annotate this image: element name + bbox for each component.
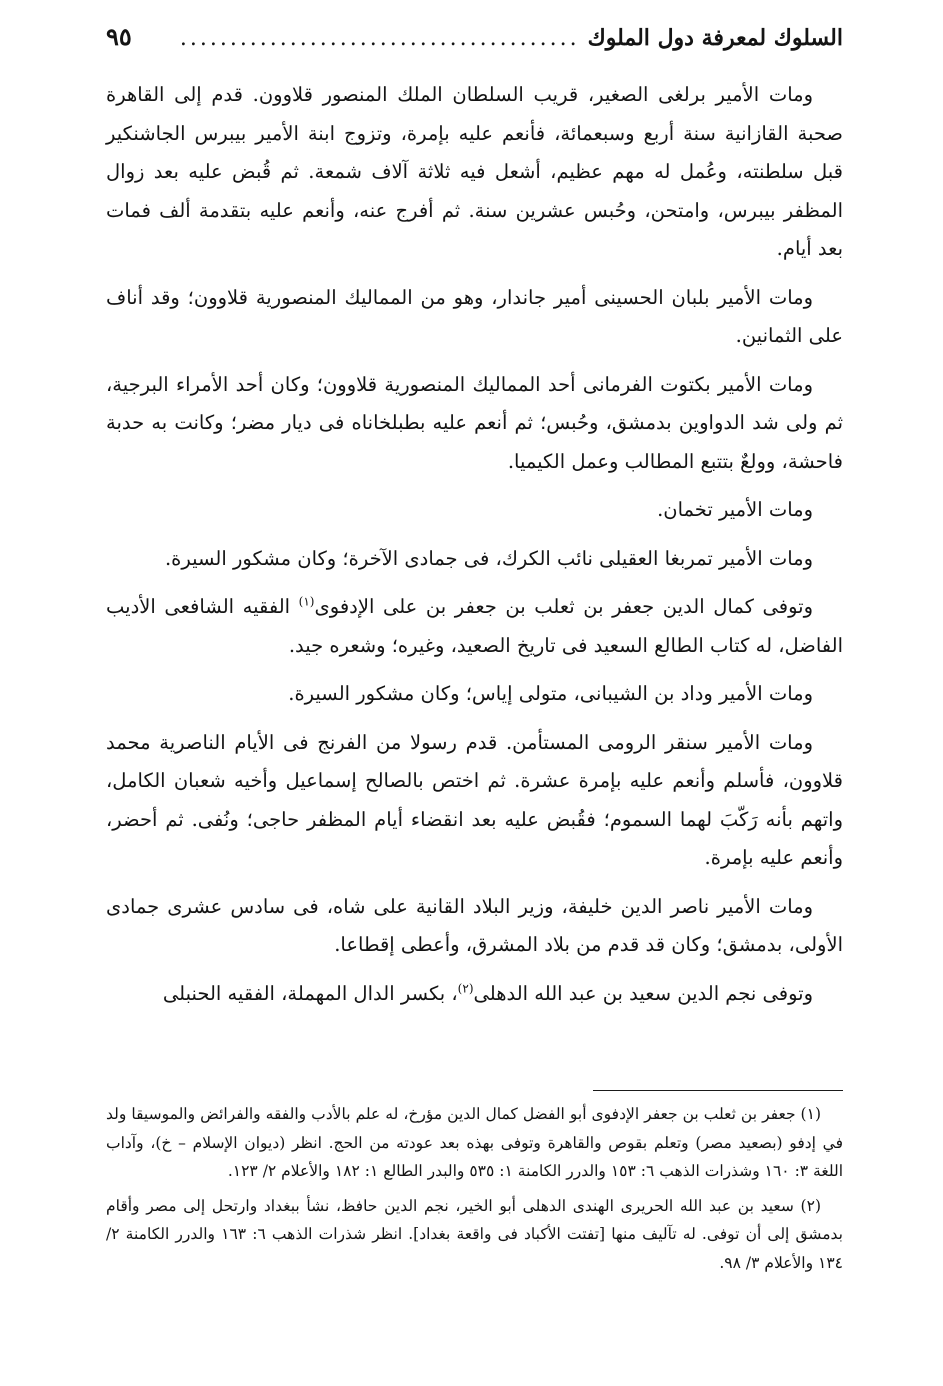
footnotes: [106, 1100, 843, 1283]
main-text: [106, 76, 843, 1013]
book-page: [106, 22, 843, 1346]
paragraph-sunqur: ومات الأمير سنقر الرومى المستأمن. قدم رسولا من الفرنج فى الأيام الناصرية محمد قلاوون، فأسلم وأنعم عليه بإمرة عشرة. ثم اختص بالصالح إسماعيل وأخيه شعبان الكامل، واتهم بأنه رَكّبَ لهما السموم؛ فقُبض عليه بعد انقضاء أيام المظفر حاجى؛ ونُفى. ثم أحضر، وأنعم عليه بإمرة.: [106, 730, 843, 869]
paragraph-jafar: وتوفى كمال الدين جعفر بن ثعلب بن جعفر بن على الإدفوى$^{(١)}$ الفقيه الشافعى الأديب الفاضل، له كتاب الطالع السعيد فى تاريخ الصعيد، وغيره؛ وشعره جيد.: [106, 594, 843, 657]
page-number: ٩٥: [106, 22, 132, 51]
paragraph-barlughi: ومات الأمير برلغى الصغير، قريب السلطان الملك المنصور قلاوون. قدم إلى القاهرة صحبة القازانية سنة أربع وسبعمائة، فأنعم عليه بإمرة، وتزوج ابنة الأمير بيبرس الجاشنكير قبل سلطنته، وعُمل له مهم عظيم، أشعل فيه ثلاثة آلاف شمعة. ثم قُبض عليه بعد زوال المظفر بيبرس، وامتحن، وحُبس عشرين سنة. ثم أفرج عنه، وأنعم عليه بتقدمة ألف فمات بعد أيام.: [106, 83, 843, 260]
paragraph-said: وتوفى نجم الدين سعيد بن عبد الله الدهلى$^{(٢)}$، بكسر الدال المهملة، الفقيه الحنبلى: [162, 981, 813, 1005]
paragraph-widad: ومات الأمير وداد بن الشيبانى، متولى إياس؛ وكان مشكور السيرة.: [288, 682, 813, 705]
book-title: السلوك لمعرفة دول الملوك: [587, 25, 843, 51]
paragraph-takhman: ومات الأمير تخمان.: [657, 498, 813, 521]
footnote-ref-1: (١): [298, 594, 315, 609]
paragraph-tamurbugha: ومات الأمير تمربغا العقيلى نائب الكرك، فى جمادى الآخرة؛ وكان مشكور السيرة.: [164, 546, 813, 570]
paragraph-khalifa: ومات الأمير ناصر الدين خليفة، وزير البلاد القانية على شاه، فى سادس عشرى جمادى الأولى، بدمشق؛ وكان قد قدم من بلاد المشرق، وأعطى إقطاعا.: [106, 894, 843, 956]
footnote-ref-2: (٢): [457, 981, 474, 995]
dot-leader: ........................................: [179, 26, 580, 51]
running-head: [106, 22, 843, 68]
footnote-2: (٢) سعيد بن عبد الله الحريرى الهندى الدهلى أبو الخير، نجم الدين حافظ، نشأ ببغداد وارتحل إلى مصر وأقام بدمشق إلى أن توفى. له تآليف منها [تفتت الأكباد فى واقعة بغداد]. انظر شذرات الذهب ٦: ١٦٣ والدرر الكامنة ٢/ ١٣٤ والأعلام ٣/ ٩٨.: [106, 1196, 843, 1272]
footnote-divider: [593, 1090, 843, 1091]
paragraph-balban: ومات الأمير بلبان الحسينى أمير جاندار، وهو من المماليك المنصورية قلاوون؛ وقد أناف على الثمانين.: [106, 285, 843, 347]
paragraph-baktut: ومات الأمير بكتوت الفرمانى أحد المماليك المنصورية قلاوون؛ وكان أحد الأمراء البرجية، ثم ولى شد الدواوين بدمشق، وحُبس؛ ثم أنعم عليه بطبلخاناه فى ديار مضر؛ وكانت به حدبة فاحشة، وولعٌ بتتبع المطالب وعمل الكيميا.: [106, 372, 843, 473]
footnote-1: (١) جعفر بن ثعلب بن جعفر الإدفوى أبو الفضل كمال الدين مؤرخ، له علم بالأدب والفقه والفرائض والموسيقا ولد في إدفو (بصعيد مصر) وتعلم بقوص والقاهرة وتوفى بهذه بعد عودته من الحج. انظر (ديوان الإسلام – خ)، وآداب اللغة ٣: ١٦٠ وشذرات الذهب ٦: ١٥٣ والدرر الكامنة ١: ٥٣٥ والبدر الطالع ١: ١٨٢ والأعلام ٢/ ١٢٣.: [106, 1105, 843, 1180]
